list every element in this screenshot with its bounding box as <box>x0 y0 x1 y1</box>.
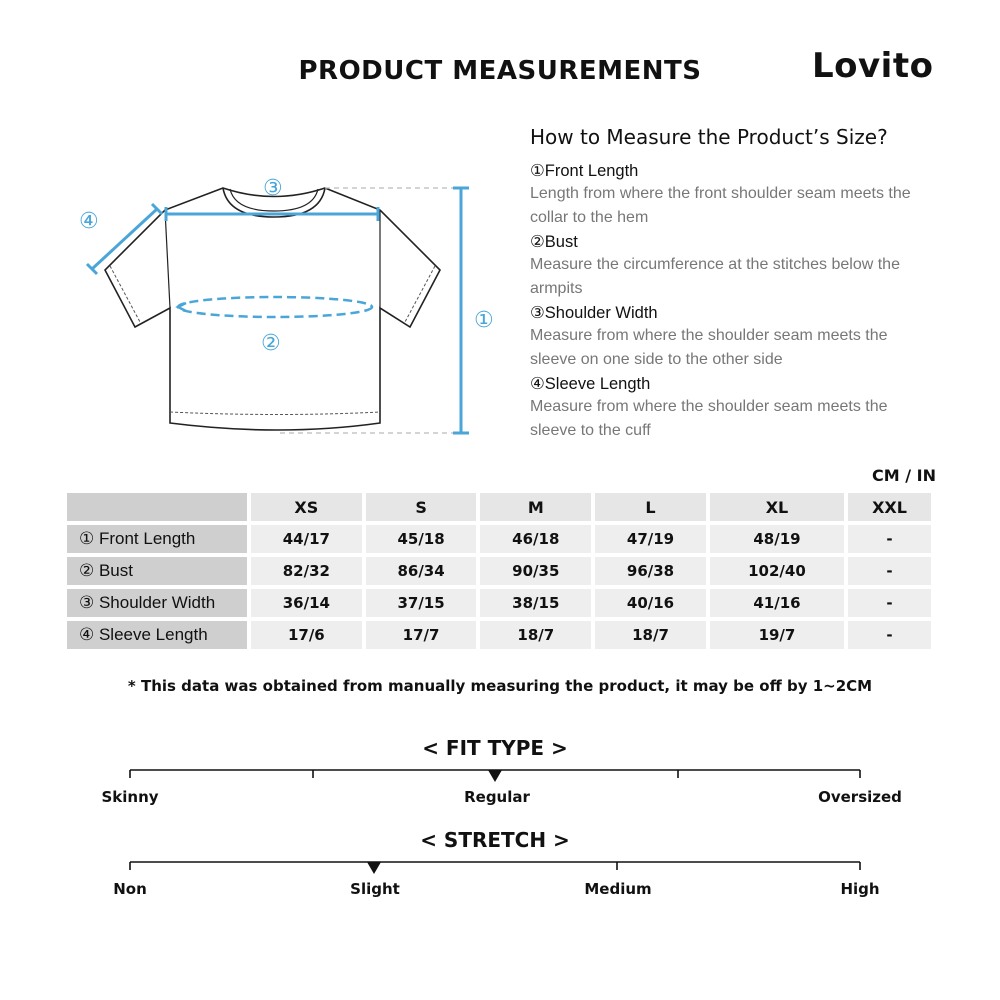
table-cell: 82/32 <box>251 557 362 585</box>
column-header: XXL <box>848 493 931 521</box>
guide-item-shoulder-width <box>530 302 930 371</box>
stretch-label-slight: Slight <box>350 880 400 898</box>
column-header: L <box>595 493 706 521</box>
table-cell: 90/35 <box>480 557 591 585</box>
table-cell: 38/15 <box>480 589 591 617</box>
table-header-row <box>67 493 931 521</box>
guide-item-bust <box>530 231 930 300</box>
table-row <box>67 557 931 585</box>
marker-bust: ② <box>261 331 281 356</box>
stretch-label-high: High <box>840 880 880 898</box>
column-header: XL <box>710 493 844 521</box>
table-cell: 17/7 <box>366 621 477 649</box>
table-cell: 86/34 <box>366 557 477 585</box>
marker-front-length: ① <box>474 308 494 333</box>
measurement-note: * This data was obtained from manually measuring the product, it may be off by 1~2CM <box>127 677 873 695</box>
stretch-indicator <box>367 862 381 874</box>
table-cell: 47/19 <box>595 525 706 553</box>
table-cell: 41/16 <box>710 589 844 617</box>
table-cell: 102/40 <box>710 557 844 585</box>
page-title: PRODUCT MEASUREMENTS <box>298 56 702 86</box>
guide-title: How to Measure the Product’s Size? <box>530 125 888 149</box>
table-cell: 19/7 <box>710 621 844 649</box>
table-cell: 36/14 <box>251 589 362 617</box>
marker-shoulder-width: ③ <box>263 176 283 201</box>
table-cell: 18/7 <box>480 621 591 649</box>
guide-description: Measure from where the shoulder seam meets the sleeve on one side to the other side <box>530 327 888 368</box>
guide-description: Measure the circumference at the stitches below the armpits <box>530 256 900 297</box>
fit-label-skinny: Skinny <box>101 788 159 806</box>
unit-label: CM / IN <box>872 466 936 485</box>
guide-description: Length from where the front shoulder seam meets the collar to the hem <box>530 185 911 226</box>
table-cell: 44/17 <box>251 525 362 553</box>
table-row <box>67 525 931 553</box>
fit-label-oversized: Oversized <box>818 788 902 806</box>
guide-heading: ④Sleeve Length <box>530 375 651 393</box>
table-cell: 18/7 <box>595 621 706 649</box>
table-cell: 37/15 <box>366 589 477 617</box>
fit-type-scale <box>0 760 1000 790</box>
tshirt-diagram <box>60 165 530 455</box>
column-header: XS <box>251 493 362 521</box>
table-cell: - <box>848 589 931 617</box>
fit-type-title: < FIT TYPE > <box>422 736 568 760</box>
table-row <box>67 589 931 617</box>
table-cell: - <box>848 621 931 649</box>
stretch-scale <box>0 852 1000 882</box>
column-header: M <box>480 493 591 521</box>
guide-item-sleeve-length <box>530 373 930 442</box>
stretch-label-non: Non <box>113 880 147 898</box>
table-cell: 96/38 <box>595 557 706 585</box>
row-label: ④ Sleeve Length <box>67 621 247 649</box>
table-cell: 48/19 <box>710 525 844 553</box>
column-header: S <box>366 493 477 521</box>
guide-heading: ②Bust <box>530 233 578 251</box>
size-table <box>63 489 935 653</box>
table-row <box>67 621 931 649</box>
table-cell: 45/18 <box>366 525 477 553</box>
table-cell: 17/6 <box>251 621 362 649</box>
guide-item-front-length <box>530 160 930 229</box>
tshirt-outline <box>105 188 440 430</box>
marker-sleeve-length: ④ <box>79 209 99 234</box>
measure-guide <box>530 160 930 444</box>
table-cell: - <box>848 557 931 585</box>
fit-label-regular: Regular <box>464 788 530 806</box>
row-label: ① Front Length <box>67 525 247 553</box>
stretch-title: < STRETCH > <box>420 828 570 852</box>
table-cell: - <box>848 525 931 553</box>
row-label: ② Bust <box>67 557 247 585</box>
table-corner-cell <box>67 493 247 521</box>
guide-heading: ③Shoulder Width <box>530 304 658 322</box>
guide-heading: ①Front Length <box>530 162 639 180</box>
table-cell: 46/18 <box>480 525 591 553</box>
guide-description: Measure from where the shoulder seam meets the sleeve to the cuff <box>530 398 888 439</box>
row-label: ③ Shoulder Width <box>67 589 247 617</box>
stretch-label-medium: Medium <box>584 880 652 898</box>
table-cell: 40/16 <box>595 589 706 617</box>
fit-type-indicator <box>488 770 502 782</box>
brand-logo: Lovito <box>812 46 934 86</box>
